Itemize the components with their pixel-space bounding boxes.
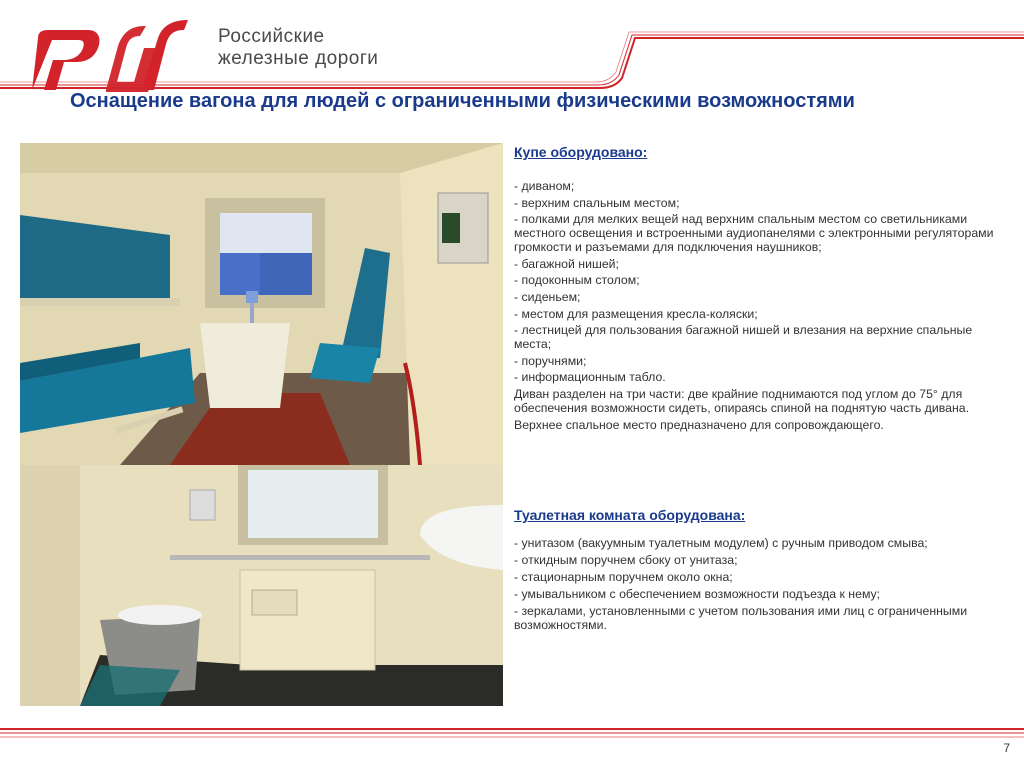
list-item: - диваном; — [514, 179, 575, 193]
list-item: - информационным табло. — [514, 370, 666, 385]
compartment-section — [514, 145, 1009, 434]
brand-line-1: Российские — [218, 26, 325, 47]
brand-name — [218, 26, 378, 70]
list-item: - откидным поручнем сбоку от унитаза; — [514, 553, 738, 567]
list-item: - умывальником с обеспечением возможности подъезда к нему; — [514, 587, 881, 601]
list-item: - местом для размещения кресла-коляски; — [514, 306, 758, 321]
toilet-section — [514, 508, 1009, 635]
list-item: - унитазом (вакуумным туалетным модулем) с ручным приводом смыва; — [514, 536, 928, 550]
footer-decoration-lines — [0, 727, 1024, 739]
toilet-photo — [20, 465, 503, 706]
list-item: - полками для мелких вещей над верхним спальным местом со светильниками местного освещения и встроенными аудиопанелями с электронными регуляторами громкости и разъемами для подключения наушников; — [514, 212, 994, 255]
compartment-photo — [20, 143, 503, 465]
compartment-heading: Купе оборудовано: — [514, 144, 648, 160]
brand-line-2: железные дороги — [218, 48, 379, 69]
list-item: Диван разделен на три части: две крайние поднимаются под углом до 75° для обеспечения возможности сидеть, опираясь спиной на поднятую часть дивана. — [514, 386, 970, 415]
list-item: - лестницей для пользования багажной нишей и влезания на верхние спальные места; — [514, 323, 973, 352]
list-item: - верхним спальным местом; — [514, 195, 680, 210]
rzd-logo — [28, 16, 188, 92]
list-item: - сиденьем; — [514, 289, 581, 304]
rzd-logo-icon — [28, 16, 188, 92]
page-number: 7 — [1003, 741, 1010, 755]
list-item: Верхнее спальное место предназначено для сопровождающего. — [514, 417, 884, 432]
list-item: - багажной нишей; — [514, 256, 619, 271]
list-item: - подоконным столом; — [514, 273, 640, 288]
list-item: - зеркалами, установленными с учетом пользования ими лиц с ограниченными возможностями. — [514, 604, 968, 632]
list-item: - стационарным поручнем около окна; — [514, 570, 733, 584]
page-title: Оснащение вагона для людей с ограниченными физическими возможностями — [70, 90, 855, 112]
toilet-heading: Туалетная комната оборудована: — [514, 507, 746, 523]
list-item: - поручнями; — [514, 353, 587, 368]
